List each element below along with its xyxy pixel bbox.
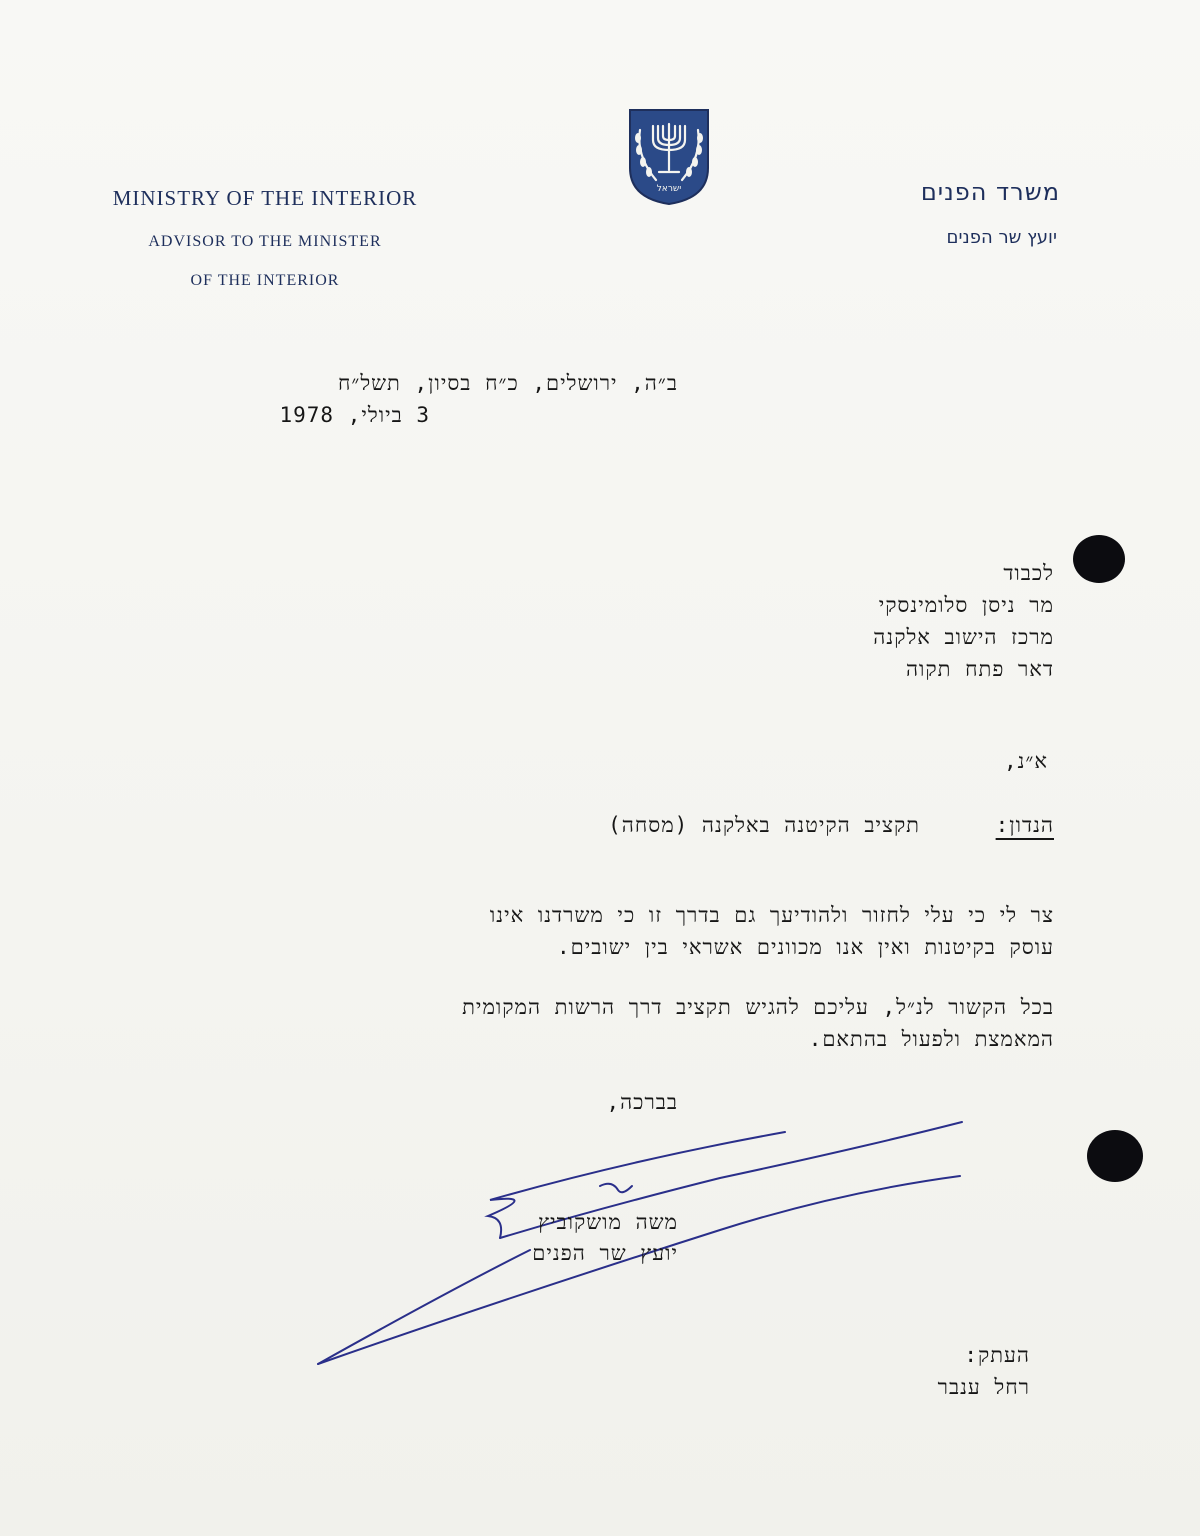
greeting: א״נ, (1003, 749, 1048, 773)
cc-name: רחל ענבר (937, 1375, 1030, 1399)
punch-hole-bottom (1087, 1130, 1143, 1182)
recipient-organization: מרכז הישוב אלקנה (873, 625, 1054, 649)
recipient-address: דאר פתח תקוה (905, 657, 1054, 681)
body-paragraph-2-line-2: המאמצת ולפעול בהתאם. (808, 1027, 1054, 1051)
body-paragraph-2-line-1: בכל הקשור לנ״ל, עליכם להגיש תקציב דרך הרשות המקומית (462, 995, 1054, 1019)
recipient-salutation: לכבוד (1003, 561, 1054, 585)
letterhead-english-subtitle-1: ADVISOR TO THE MINISTER (148, 233, 382, 250)
emblem-label: ישראל (656, 184, 682, 194)
cc-label: העתק: (964, 1343, 1030, 1367)
subject-label: הנדון: (995, 813, 1054, 837)
signatory-title: יועץ שר הפנים (532, 1241, 678, 1265)
body-paragraph-1-line-2: עוסק בקיטנות ואין אנו מכוונים אשראי בין ישובים. (556, 935, 1054, 959)
letterhead-english-title: MINISTRY OF THE INTERIOR (112, 186, 418, 210)
date-hebrew: ב״ה, ירושלים, כ״ח בסיון, תשל״ח (337, 371, 678, 395)
punch-hole-top (1073, 535, 1125, 583)
body-paragraph-1-line-1: צר לי כי עלי לחזור ולהודיעך גם בדרך זו כי משרדנו אינו (489, 903, 1054, 927)
letterhead-hebrew-subtitle: יועץ שר הפנים (946, 227, 1057, 248)
letterhead-hebrew-title: משרד הפנים (920, 178, 1060, 206)
date-gregorian: 3 ביולי, 1978 (279, 403, 430, 427)
subject-text: תקציב הקיטנה באלקנה (מסחה) (608, 813, 920, 837)
state-emblem-menorah-icon (626, 106, 712, 206)
letterhead-english-subtitle-2: OF THE INTERIOR (190, 272, 340, 289)
closing: בברכה, (606, 1090, 678, 1114)
signatory-name: משה מושקוביץ (538, 1210, 678, 1234)
recipient-name: מר ניסן סלומינסקי (878, 593, 1054, 617)
